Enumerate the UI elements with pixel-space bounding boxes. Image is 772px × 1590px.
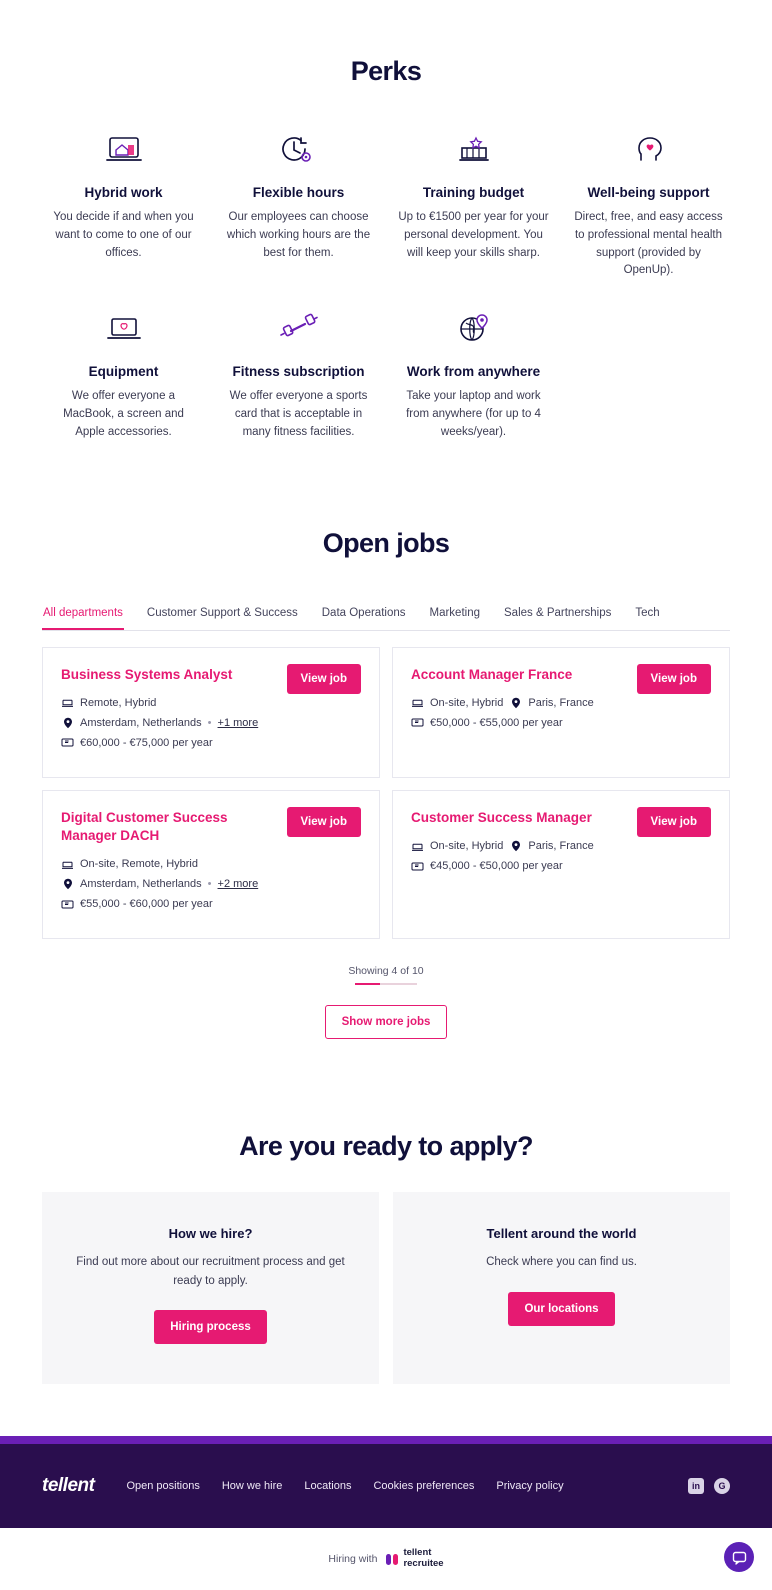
globe-pin-icon	[398, 306, 549, 350]
footer-accent-bar	[0, 1436, 772, 1444]
perk-item	[567, 127, 730, 280]
salary-icon	[411, 717, 424, 728]
perk-desc: You decide if and when you want to come to one of our offices.	[53, 211, 194, 259]
more-locations-link[interactable]: +2 more	[217, 878, 259, 891]
job-title[interactable]: Customer Success Manager	[411, 809, 592, 825]
view-job-button[interactable]: View job	[637, 807, 711, 837]
open-jobs-title: Open jobs	[322, 527, 450, 558]
separator-dot: •	[207, 716, 212, 729]
separator-dot: •	[207, 878, 212, 891]
how-we-hire-card	[42, 1192, 379, 1384]
perk-item	[42, 127, 205, 280]
tab-data-operations[interactable]: Data Operations	[321, 606, 406, 619]
job-card[interactable]	[392, 790, 730, 939]
perk-desc: Direct, free, and easy access to professional mental health support (provided by OpenUp).	[574, 211, 723, 277]
location-pin-icon	[61, 717, 74, 729]
perk-item	[217, 127, 380, 280]
head-heart-icon	[573, 127, 724, 171]
job-salary	[61, 898, 361, 910]
dumbbell-icon	[223, 306, 374, 350]
perks-grid	[42, 127, 730, 442]
glassdoor-icon[interactable]: G	[714, 1478, 730, 1494]
perks-title: Perks	[350, 56, 422, 86]
jobs-progress-bar	[355, 983, 417, 985]
job-salary	[411, 860, 711, 872]
worktype-icon	[61, 859, 74, 870]
perk-item-empty	[567, 306, 730, 441]
apply-grid	[42, 1192, 730, 1384]
job-location	[61, 717, 361, 729]
our-locations-button[interactable]: Our locations	[508, 1292, 614, 1326]
salary-text: €50,000 - €55,000 per year	[430, 716, 563, 729]
tellent-world-card	[393, 1192, 730, 1384]
salary-icon	[61, 899, 74, 910]
perks-section	[0, 0, 772, 442]
worktype-text: On-site, Hybrid	[430, 840, 504, 853]
laptop-house-icon	[48, 127, 199, 171]
view-job-button[interactable]: View job	[637, 664, 711, 694]
view-job-button[interactable]: View job	[287, 664, 361, 694]
footer-link-locations[interactable]: Locations	[304, 1480, 352, 1493]
perk-title: Equipment	[88, 364, 159, 380]
perk-title: Fitness subscription	[232, 364, 365, 380]
recruitee-brand-line2: recruitee	[403, 1558, 444, 1570]
hiring-with-label: Hiring with	[328, 1553, 378, 1566]
footer-nav	[126, 1480, 563, 1492]
location-text: Paris, France	[528, 840, 594, 853]
clock-gear-icon	[223, 127, 374, 171]
location-pin-icon	[509, 840, 522, 852]
worktype-text: Remote, Hybrid	[80, 696, 157, 709]
perk-title: Hybrid work	[84, 185, 163, 200]
worktype-text: On-site, Remote, Hybrid	[80, 858, 198, 871]
hiring-with-bar	[0, 1528, 772, 1590]
salary-icon	[411, 861, 424, 872]
perk-item	[217, 306, 380, 441]
tab-customer-support-success[interactable]: Customer Support & Success	[146, 606, 298, 619]
perk-title: Well-being support	[587, 185, 710, 200]
laptop-apple-icon	[48, 306, 199, 350]
hiring-process-button[interactable]: Hiring process	[154, 1310, 267, 1344]
location-text: Paris, France	[528, 696, 594, 709]
tab-marketing[interactable]: Marketing	[429, 606, 480, 619]
job-card[interactable]	[42, 790, 380, 939]
job-worktype	[61, 858, 361, 870]
showing-count: Showing 4 of 10	[348, 965, 424, 978]
perk-desc: We offer everyone a sports card that is acceptable in many fitness facilities.	[229, 390, 368, 438]
worktype-text: On-site, Hybrid	[430, 696, 504, 709]
jobs-progress-fill	[355, 983, 380, 985]
tab-all-departments[interactable]: All departments	[42, 601, 124, 630]
view-job-button[interactable]: View job	[287, 807, 361, 837]
salary-text: €55,000 - €60,000 per year	[80, 898, 213, 911]
footer-link-privacy-policy[interactable]: Privacy policy	[496, 1480, 564, 1493]
job-title[interactable]: Digital Customer Success Manager DACH	[61, 809, 228, 844]
perk-desc: We offer everyone a MacBook, a screen and Apple accessories.	[63, 390, 184, 438]
job-card[interactable]	[392, 647, 730, 778]
footer-link-open-positions[interactable]: Open positions	[126, 1480, 200, 1493]
jobs-grid	[42, 647, 730, 940]
location-pin-icon	[509, 697, 522, 709]
salary-text: €60,000 - €75,000 per year	[80, 736, 213, 749]
job-salary	[411, 717, 711, 729]
recruitee-wordmark	[403, 1548, 443, 1570]
job-title[interactable]: Business Systems Analyst	[61, 666, 233, 682]
more-locations-link[interactable]: +1 more	[217, 716, 259, 729]
card-heading: Tellent around the world	[486, 1226, 637, 1242]
site-footer	[0, 1444, 772, 1528]
footer-social	[688, 1478, 730, 1494]
footer-link-how-we-hire[interactable]: How we hire	[221, 1480, 283, 1493]
job-worktype	[61, 697, 361, 709]
open-jobs-section	[0, 442, 772, 1040]
footer-logo[interactable]: tellent	[42, 1475, 95, 1497]
job-worktype	[411, 840, 711, 852]
apply-title: Are you ready to apply?	[239, 1131, 533, 1162]
recruitee-brand-line1: tellent	[403, 1547, 432, 1559]
job-title[interactable]: Account Manager France	[411, 666, 573, 682]
worktype-icon	[61, 697, 74, 708]
job-salary	[61, 737, 361, 749]
recruitee-logo[interactable]	[386, 1548, 443, 1570]
worktype-icon	[411, 841, 424, 852]
location-text: Amsterdam, Netherlands	[80, 878, 202, 891]
show-more-wrapper	[42, 1005, 730, 1039]
perk-title: Work from anywhere	[406, 364, 541, 380]
job-card[interactable]	[42, 647, 380, 778]
perk-desc: Take your laptop and work from anywhere (for up to 4 weeks/year).	[406, 390, 541, 438]
footer-spacer	[0, 1384, 772, 1436]
job-worktype	[411, 697, 711, 709]
linkedin-icon[interactable]: in	[688, 1478, 704, 1494]
chat-widget-button[interactable]	[724, 1542, 754, 1572]
show-more-jobs-button[interactable]: Show more jobs	[325, 1005, 448, 1039]
perk-title: Flexible hours	[252, 185, 345, 200]
card-heading: How we hire?	[168, 1226, 253, 1242]
perk-title: Training budget	[422, 185, 525, 200]
footer-link-cookies-preferences[interactable]: Cookies preferences	[373, 1480, 475, 1493]
location-pin-icon	[61, 878, 74, 890]
department-tabs	[42, 601, 730, 631]
job-location	[61, 878, 361, 890]
perk-item	[392, 127, 555, 280]
books-star-icon	[398, 127, 549, 171]
salary-text: €45,000 - €50,000 per year	[430, 860, 563, 873]
card-text: Check where you can find us.	[486, 1256, 637, 1269]
recruitee-dots-icon	[386, 1554, 398, 1565]
tab-tech[interactable]: Tech	[635, 606, 660, 619]
apply-section	[0, 1039, 772, 1384]
salary-icon	[61, 737, 74, 748]
card-text: Find out more about our recruitment process and get ready to apply.	[76, 1256, 345, 1287]
location-text: Amsterdam, Netherlands	[80, 716, 202, 729]
perk-desc: Up to €1500 per year for your personal development. You will keep your skills sharp.	[398, 211, 549, 259]
chat-icon	[732, 1550, 747, 1565]
perk-item	[42, 306, 205, 441]
perk-item	[392, 306, 555, 441]
perk-desc: Our employees can choose which working hours are the best for them.	[226, 211, 371, 259]
worktype-icon	[411, 697, 424, 708]
tab-sales-partnerships[interactable]: Sales & Partnerships	[504, 606, 612, 619]
